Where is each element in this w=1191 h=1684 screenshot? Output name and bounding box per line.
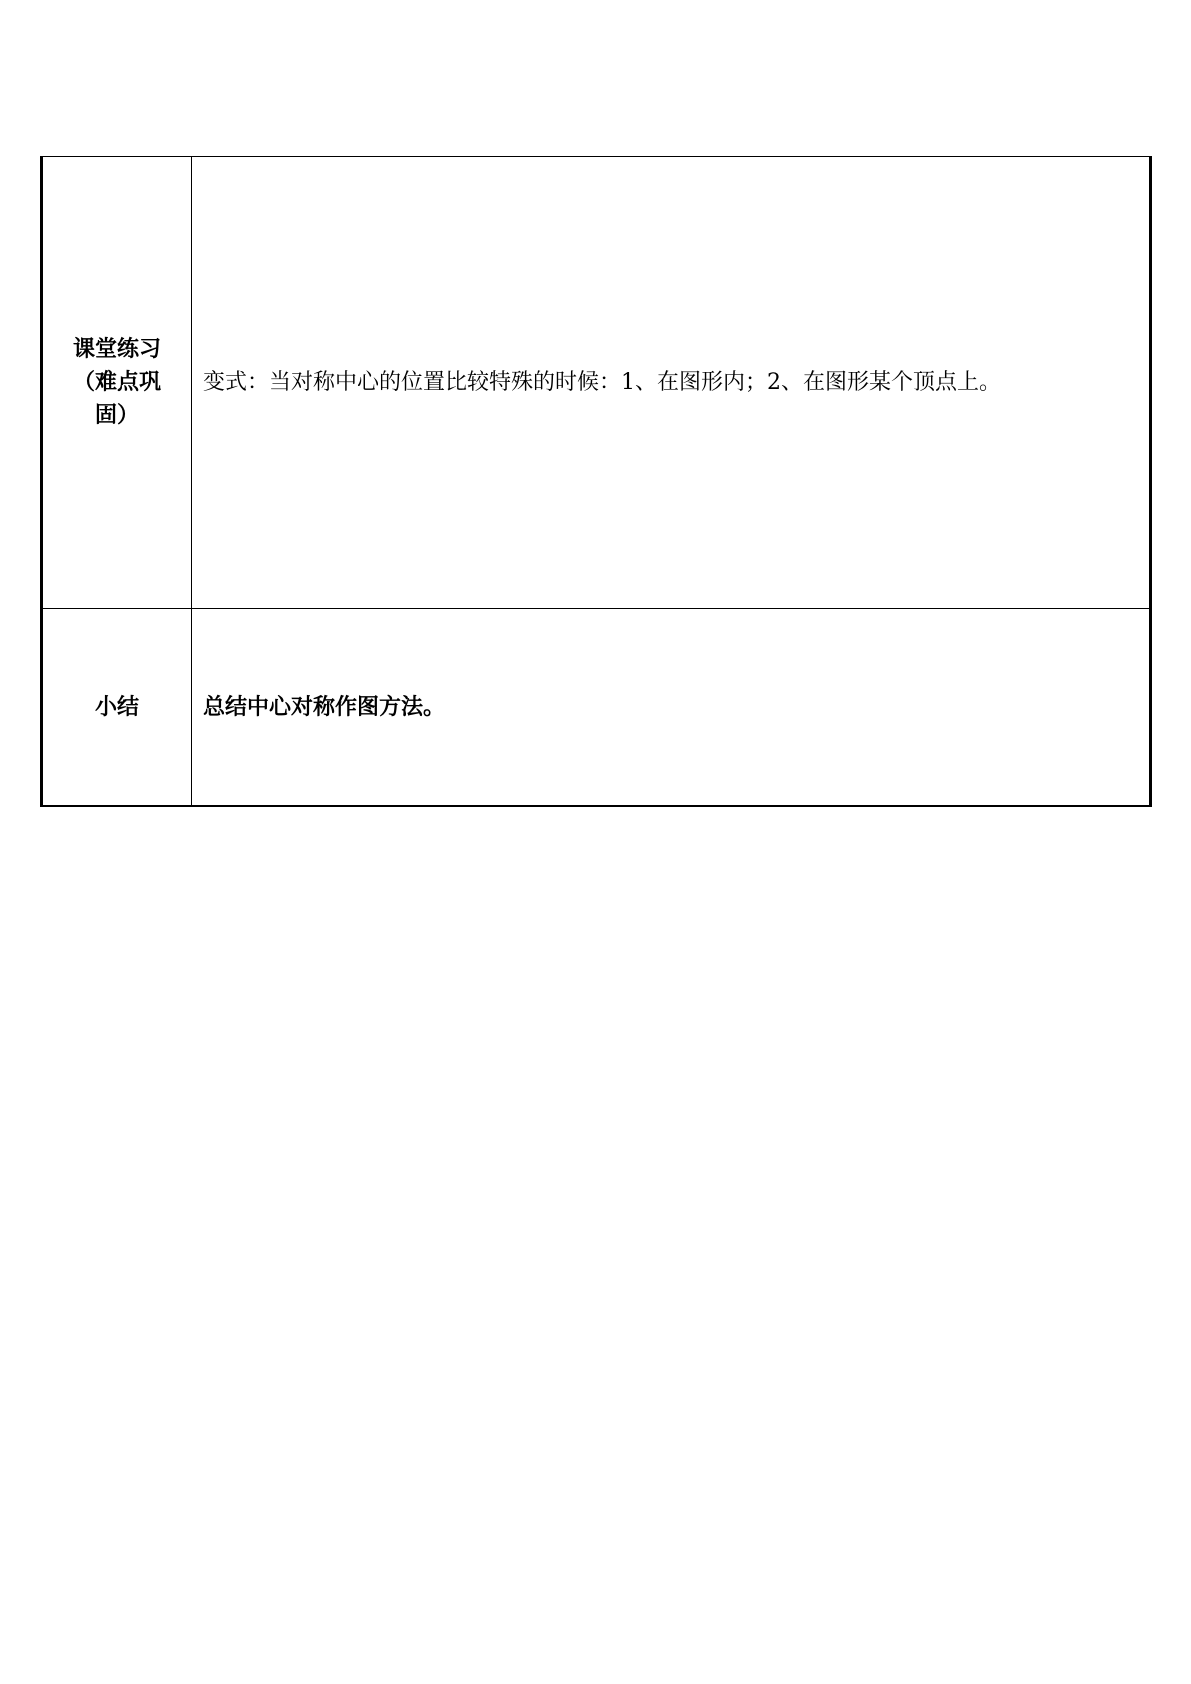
practice-content: 变式：当对称中心的位置比较特殊的时候：1、在图形内；2、在图形某个顶点上。 — [203, 370, 1001, 395]
summary-content-cell — [192, 609, 1151, 807]
lesson-plan-table — [40, 156, 1152, 807]
table-row-practice — [42, 157, 1151, 609]
table-row-summary — [42, 609, 1151, 807]
summary-label-cell — [42, 609, 192, 807]
practice-label: 课堂练习（难点巩固） — [72, 337, 161, 428]
practice-content-cell — [192, 157, 1151, 609]
practice-label-cell — [42, 157, 192, 609]
summary-content: 总结中心对称作图方法。 — [203, 694, 446, 720]
summary-label: 小结 — [94, 694, 139, 720]
